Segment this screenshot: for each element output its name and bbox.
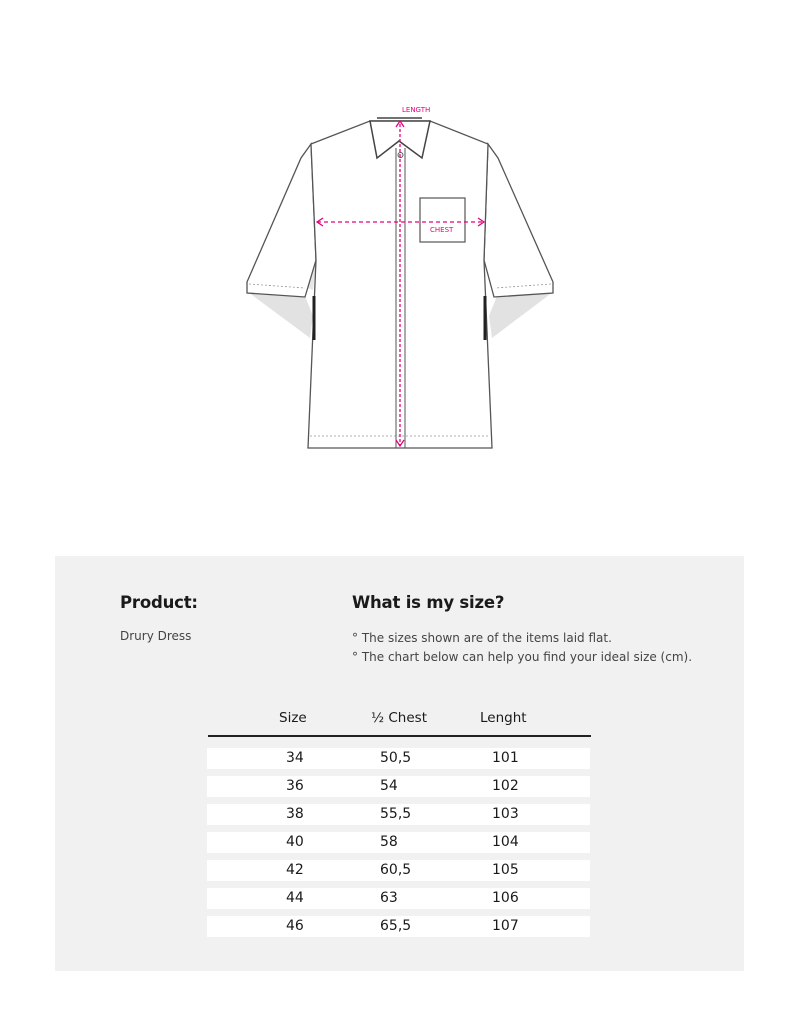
size-note: ° The chart below can help you find your ideal size (cm). <box>352 650 693 664</box>
product-heading: Product: <box>120 593 198 612</box>
table-row <box>207 804 590 825</box>
size-note: ° The sizes shown are of the items laid flat. <box>352 631 612 645</box>
size-heading: What is my size? <box>352 593 505 612</box>
table-row <box>207 888 590 909</box>
length-cell: 105 <box>492 862 519 878</box>
table-row <box>207 916 590 937</box>
column-header-chest: ½ Chest <box>371 710 427 726</box>
size-cell: 44 <box>286 890 304 906</box>
chest-label: CHEST <box>430 226 454 234</box>
chest-cell: 63 <box>380 890 398 906</box>
shirt-diagram <box>0 0 799 500</box>
table-row <box>207 748 590 769</box>
length-cell: 106 <box>492 890 519 906</box>
table-row <box>207 776 590 797</box>
size-info-panel <box>55 556 744 971</box>
chest-cell: 58 <box>380 834 398 850</box>
chest-cell: 55,5 <box>380 806 412 822</box>
size-cell: 40 <box>286 834 304 850</box>
product-name: Drury Dress <box>120 629 192 643</box>
shirt-illustration <box>0 0 799 500</box>
length-cell: 107 <box>492 918 519 934</box>
table-row <box>207 860 590 881</box>
chest-cell: 54 <box>380 778 398 794</box>
column-header-length: Lenght <box>480 710 527 726</box>
size-cell: 34 <box>286 750 304 766</box>
length-cell: 102 <box>492 778 519 794</box>
chest-cell: 65,5 <box>380 918 412 934</box>
length-label: LENGTH <box>402 106 431 114</box>
chest-cell: 50,5 <box>380 750 412 766</box>
length-cell: 104 <box>492 834 519 850</box>
size-cell: 38 <box>286 806 304 822</box>
size-notes <box>352 629 692 667</box>
length-cell: 103 <box>492 806 519 822</box>
table-row <box>207 832 590 853</box>
header-divider <box>208 735 591 737</box>
size-cell: 46 <box>286 918 304 934</box>
column-header-size: Size <box>279 710 307 726</box>
size-cell: 42 <box>286 862 304 878</box>
length-cell: 101 <box>492 750 519 766</box>
size-cell: 36 <box>286 778 304 794</box>
chest-cell: 60,5 <box>380 862 412 878</box>
